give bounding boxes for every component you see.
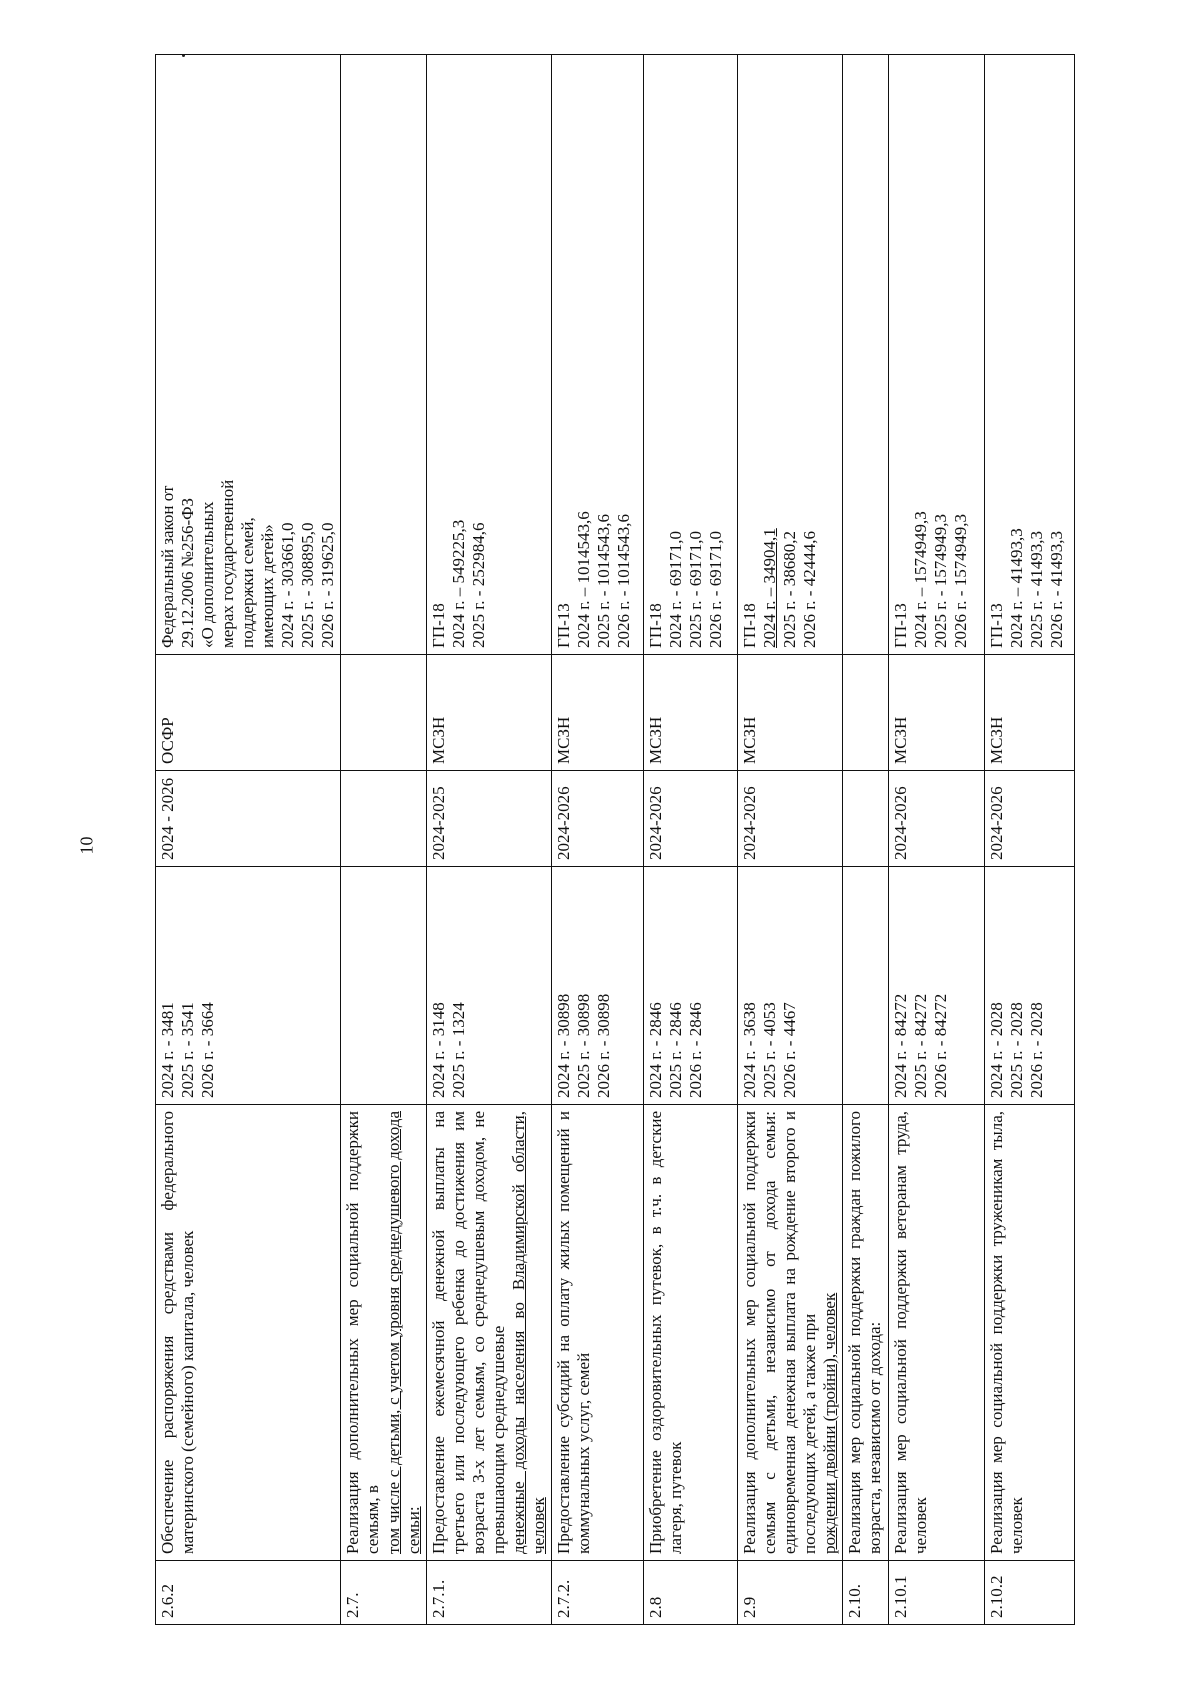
row-values: 2024 г. - 30898 2025 г. - 30898 2026 г. - 30898	[551, 867, 643, 1105]
page-number: 10	[76, 836, 97, 855]
row-description: Реализация мер социальной поддержки труженикам тыла, человек	[985, 1105, 1075, 1561]
row-number: 2.7.2.	[551, 1561, 643, 1625]
row-values: 2024 г. - 3638 2025 г. - 4053 2026 г. - 4467	[737, 867, 842, 1105]
row-responsible	[843, 655, 889, 771]
row-number: 2.7.	[341, 1561, 426, 1625]
row-description: Реализация дополнительных мер социальной поддержки семьям с детьми, независимо от дохода семьи: единовременная денежная выплата на рождение второго и последующих детей, а также при рождении двойни (тройни), человек	[737, 1105, 842, 1561]
row-period: 2024-2026	[737, 771, 842, 867]
row-values	[341, 867, 426, 1105]
row-responsible: МСЗН	[551, 655, 643, 771]
row-number: 2.6.2	[156, 1561, 341, 1625]
row-number: 2.7.1.	[426, 1561, 551, 1625]
row-description: Реализация дополнительных мер социальной поддержки семьям, в том числе с детьми, с учетом уровня среднедушевого дохода семьи:	[341, 1105, 426, 1561]
row-values: 2024 г. - 2846 2025 г. - 2846 2026 г. - 2846	[643, 867, 737, 1105]
row-period: 2024 - 2026	[156, 771, 341, 867]
table-row	[426, 55, 551, 1625]
row-description: Предоставление ежемесячной денежной выплаты на третьего или последующего ребенка до достижения им возраста 3-х лет семьям, со среднедушевым доходом, не превышающим среднедушевые денежные доходы населения во Владимирской области, человек	[426, 1105, 551, 1561]
row-number: 2.8	[643, 1561, 737, 1625]
row-values: 2024 г. - 2028 2025 г. - 2028 2026 г. - 2028	[985, 867, 1075, 1105]
row-values: 2024 г. - 84272 2025 г. - 84272 2026 г. - 84272	[889, 867, 985, 1105]
row-responsible	[341, 655, 426, 771]
table-row	[737, 55, 842, 1625]
row-source: ГП-13 2024 г. – 1574949,3 2025 г. - 1574949,3 2026 г. - 1574949,3	[889, 55, 985, 655]
row-period: 2024-2026	[643, 771, 737, 867]
row-period: 2024-2026	[889, 771, 985, 867]
row-source: ГП-13 2024 г. – 41493,3 2025 г. - 41493,3 2026 г. - 41493,3	[985, 55, 1075, 655]
row-source: ГП-18 2024 г. - 69171,0 2025 г. - 69171,0 2026 г. - 69171,0	[643, 55, 737, 655]
row-period: 2024-2026	[551, 771, 643, 867]
row-source: ГП-18 2024 г. – 549225,3 2025 г. - 252984,6	[426, 55, 551, 655]
row-responsible: МСЗН	[985, 655, 1075, 771]
row-source: ГП-13 2024 г. – 1014543,6 2025 г. - 1014543,6 2026 г. - 1014543,6	[551, 55, 643, 655]
row-source: ГП-18 2024 г. – 34904,1 2025 г. - 38680,2 2026 г. - 42444,6	[737, 55, 842, 655]
row-responsible: МСЗН	[426, 655, 551, 771]
row-description: Реализация мер социальной поддержки граждан пожилого возраста, независимо от дохода:	[843, 1105, 889, 1561]
table-row	[985, 55, 1075, 1625]
row-values	[843, 867, 889, 1105]
row-responsible: МСЗН	[889, 655, 985, 771]
row-period: 2024-2025	[426, 771, 551, 867]
row-description: Предоставление субсидий на оплату жилых помещений и коммунальных услуг, семей	[551, 1105, 643, 1561]
row-period: 2024-2026	[985, 771, 1075, 867]
table-row	[843, 55, 889, 1625]
row-description: Приобретение оздоровительных путевок, в т.ч. в детские лагеря, путевок	[643, 1105, 737, 1561]
row-source	[843, 55, 889, 655]
row-values: 2024 г. - 3481 2025 г. - 3541 2026 г. - 3664	[156, 867, 341, 1105]
row-number: 2.10.	[843, 1561, 889, 1625]
table-row	[156, 55, 341, 1625]
row-number: 2.10.2	[985, 1561, 1075, 1625]
row-description: Реализация мер социальной поддержки ветеранам труда, человек	[889, 1105, 985, 1561]
measures-table	[155, 54, 1075, 1625]
row-source	[341, 55, 426, 655]
row-source: Федеральный закон от 29.12.2006 №256-ФЗ «О дополнительных мерах государственной поддержки семей, имеющих детей» 2024 г. - 303661,0 2025 г. - 308895,0 2026 г. - 319625,0	[156, 55, 341, 655]
row-responsible: МСЗН	[643, 655, 737, 771]
row-period	[341, 771, 426, 867]
row-values: 2024 г. - 3148 2025 г. - 1324	[426, 867, 551, 1105]
rotated-table-sheet	[155, 55, 1067, 1625]
table-row	[889, 55, 985, 1625]
row-description: Обеспечение распоряжения средствами федерального материнского (семейного) капитала, человек	[156, 1105, 341, 1561]
table-row	[643, 55, 737, 1625]
table-row	[551, 55, 643, 1625]
row-number: 2.10.1	[889, 1561, 985, 1625]
row-responsible: ОСФР	[156, 655, 341, 771]
row-number: 2.9	[737, 1561, 842, 1625]
row-period	[843, 771, 889, 867]
row-responsible: МСЗН	[737, 655, 842, 771]
table-row	[341, 55, 426, 1625]
